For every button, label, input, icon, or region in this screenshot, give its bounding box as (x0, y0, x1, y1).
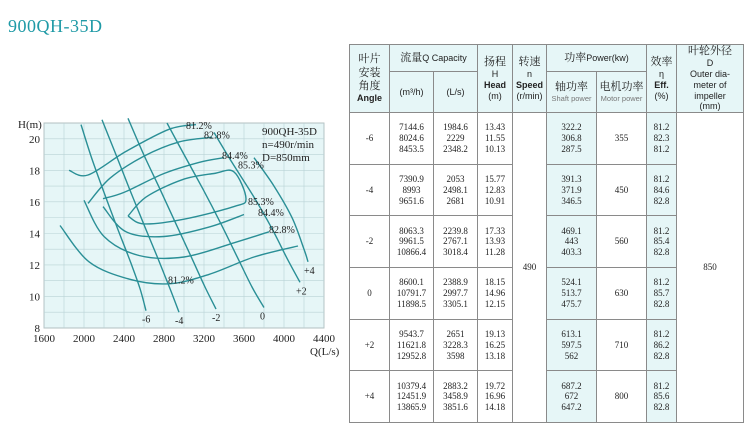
head-cell (478, 113, 513, 165)
chart-info-box (262, 126, 317, 164)
angle-curve-label: +2 (296, 286, 307, 298)
cell-line: 11.28 (485, 247, 505, 258)
motor-power-cell (597, 164, 647, 216)
flow-m3h-cell (390, 319, 434, 371)
cell-line: 403.3 (561, 247, 582, 258)
cell-line: 3598 (446, 350, 465, 361)
angle-cell (350, 216, 390, 268)
x-tick-label: 4400 (313, 333, 335, 345)
head-cell (478, 216, 513, 268)
cell-text: 850 (703, 262, 717, 273)
table-row (350, 113, 744, 165)
angle-cell (350, 113, 390, 165)
cell-line: 85.7 (653, 288, 670, 299)
cell-line: 391.3 (561, 173, 582, 184)
cell-line: 16.25 (484, 339, 506, 350)
cell-line: 1984.6 (443, 122, 468, 133)
cell-line: 2388.9 (443, 277, 468, 288)
cell-line: 287.5 (561, 143, 582, 154)
cell-line: 13.93 (484, 236, 506, 247)
table-header-row-1 (350, 45, 744, 72)
cell-line: 81.2 (653, 122, 670, 133)
flow-ls-cell (434, 164, 478, 216)
y-tick-label: 16 (29, 196, 40, 209)
cell-line: 15.77 (484, 173, 506, 184)
cell-line: 8024.6 (399, 133, 424, 144)
cell-line: 469.1 (561, 225, 582, 236)
cell-line: 3851.6 (443, 402, 468, 413)
cell-line: 513.7 (561, 288, 582, 299)
efficiency-cell (647, 319, 677, 371)
cell-line: 81.2 (653, 225, 670, 236)
cell-line: 11621.8 (397, 339, 426, 350)
cell-line: 86.2 (653, 339, 670, 350)
cell-line: 8600.1 (399, 277, 424, 288)
cell-line: 8453.5 (399, 143, 424, 154)
shaft-power-cell (547, 268, 597, 320)
shaft-power-cell (547, 113, 597, 165)
performance-table (349, 44, 744, 423)
shaft-power-cell (547, 216, 597, 268)
cell-line: 2997.7 (443, 288, 468, 299)
cell-text: +2 (364, 339, 375, 350)
cell-line: 8993 (402, 184, 421, 195)
efficiency-cell (647, 113, 677, 165)
performance-chart (0, 108, 345, 364)
motor-power-cell (597, 216, 647, 268)
cell-line: 9543.7 (399, 328, 424, 339)
x-tick-label: 2800 (153, 333, 175, 345)
cell-line: 19.72 (484, 380, 506, 391)
cell-text: 630 (614, 288, 629, 299)
cell-line: 2229 (446, 133, 465, 144)
head-cell (478, 164, 513, 216)
chart-info-line-2: n=490r/min (262, 139, 315, 151)
x-tick-label: 1600 (33, 333, 55, 345)
cell-line: 9961.5 (399, 236, 424, 247)
flow-ls-cell (434, 319, 478, 371)
cell-line: 10866.4 (396, 247, 427, 258)
header-diameter: 叶轮外径 D Outer dia- meter of impeller (mm) (677, 45, 744, 113)
cell-line: 81.2 (653, 277, 670, 288)
flow-m3h-cell (390, 371, 434, 423)
cell-line: 82.8 (653, 195, 670, 206)
motor-power-cell (597, 371, 647, 423)
cell-line: 12451.9 (396, 391, 427, 402)
y-tick-label: 12 (29, 259, 40, 272)
cell-line: 3305.1 (443, 298, 468, 309)
speed-cell (513, 113, 547, 423)
efficiency-label: 84.4% (258, 207, 284, 219)
shaft-power-cell (547, 319, 597, 371)
header-flow-ls: (L/s) (434, 72, 478, 113)
efficiency-cell (647, 216, 677, 268)
flow-ls-cell (434, 268, 478, 320)
cell-line: 14.96 (484, 288, 506, 299)
efficiency-cell (647, 371, 677, 423)
y-tick-label: 20 (29, 133, 40, 146)
cell-line: 85.6 (653, 391, 670, 402)
cell-line: 11.55 (485, 133, 505, 144)
head-cell (478, 268, 513, 320)
cell-text: 450 (614, 184, 629, 195)
angle-curve-label: -4 (175, 316, 184, 328)
cell-line: 8063.3 (399, 225, 424, 236)
angle-cell (350, 268, 390, 320)
motor-power-cell (597, 268, 647, 320)
cell-line: 2239.8 (443, 225, 468, 236)
cell-line: 12952.8 (396, 350, 427, 361)
y-tick-label: 10 (29, 291, 40, 304)
efficiency-label: 81.2% (186, 121, 212, 133)
cell-line: 82.8 (653, 402, 670, 413)
angle-cell (350, 371, 390, 423)
head-cell (478, 371, 513, 423)
cell-line: 2348.2 (443, 143, 468, 154)
angle-cell (350, 164, 390, 216)
cell-line: 306.8 (561, 133, 582, 144)
header-flow: 流量Q Capacity (390, 45, 478, 72)
cell-line: 13.43 (484, 122, 506, 133)
chart-info-line-3: D=850mm (262, 152, 310, 164)
angle-cell (350, 319, 390, 371)
cell-line: 322.2 (561, 122, 582, 133)
cell-line: 2767.1 (443, 236, 468, 247)
efficiency-label: 82.8% (269, 225, 295, 237)
cell-line: 10.91 (484, 195, 506, 206)
x-tick-label: 2000 (73, 333, 95, 345)
shaft-power-cell (547, 164, 597, 216)
cell-line: 3018.4 (443, 247, 468, 258)
flow-m3h-cell (390, 113, 434, 165)
cell-line: 18.15 (484, 277, 506, 288)
cell-line: 2053 (446, 173, 465, 184)
cell-line: 475.7 (561, 298, 582, 309)
header-power: 功率Power(kw) (547, 45, 647, 72)
cell-line: 7144.6 (399, 122, 424, 133)
cell-line: 687.2 (561, 380, 582, 391)
cell-line: 13865.9 (396, 402, 427, 413)
cell-text: +4 (364, 391, 375, 402)
shaft-power-cell (547, 371, 597, 423)
y-tick-label: 14 (29, 228, 40, 241)
cell-line: 346.5 (561, 195, 582, 206)
efficiency-label: 82.8% (204, 130, 230, 142)
cell-line: 2651 (446, 328, 465, 339)
x-tick-label: 2400 (113, 333, 135, 345)
cell-line: 12.83 (484, 184, 506, 195)
efficiency-label: 85.3% (248, 196, 274, 208)
cell-line: 10791.7 (396, 288, 427, 299)
cell-line: 597.5 (561, 339, 582, 350)
cell-line: 371.9 (561, 184, 582, 195)
cell-text: 0 (367, 288, 372, 299)
cell-line: 9651.6 (399, 195, 424, 206)
x-tick-label: 4000 (273, 333, 295, 345)
cell-line: 13.18 (484, 350, 506, 361)
cell-text: 710 (614, 339, 629, 350)
efficiency-label: 85.3% (238, 160, 264, 172)
x-tick-label: 3600 (233, 333, 255, 345)
head-cell (478, 319, 513, 371)
cell-line: 7390.9 (399, 173, 424, 184)
cell-line: 81.2 (653, 380, 670, 391)
header-motor-power: 电机功率 Motor power (597, 72, 647, 113)
efficiency-label: 81.2% (168, 275, 194, 287)
motor-power-cell (597, 113, 647, 165)
cell-text: 490 (522, 262, 537, 273)
cell-line: 647.2 (561, 402, 582, 413)
flow-m3h-cell (390, 216, 434, 268)
cell-line: 84.6 (653, 184, 670, 195)
flow-m3h-cell (390, 164, 434, 216)
cell-text: -2 (365, 236, 374, 247)
header-flow-m3h: (m³/h) (390, 72, 434, 113)
x-axis-label: Q(L/s) (310, 346, 340, 358)
efficiency-label: 84.4% (222, 151, 248, 163)
header-efficiency: 效率 η Eff. (%) (647, 45, 677, 113)
cell-text: 800 (614, 391, 629, 402)
cell-line: 12.15 (484, 298, 506, 309)
cell-line: 16.96 (484, 391, 506, 402)
cell-line: 672 (564, 391, 579, 402)
cell-line: 82.8 (653, 298, 670, 309)
x-tick-label: 3200 (193, 333, 215, 345)
cell-line: 10379.4 (396, 380, 427, 391)
y-axis-label: H(m) (18, 119, 42, 131)
efficiency-cell (647, 268, 677, 320)
cell-text: -6 (365, 133, 374, 144)
y-tick-label: 18 (29, 165, 40, 178)
cell-line: 3458.9 (443, 391, 468, 402)
flow-ls-cell (434, 113, 478, 165)
angle-curve-label: -2 (212, 313, 221, 325)
flow-ls-cell (434, 371, 478, 423)
cell-line: 3228.3 (443, 339, 468, 350)
cell-text: 560 (614, 236, 629, 247)
angle-curve-label: +4 (304, 265, 315, 277)
cell-line: 10.13 (484, 143, 506, 154)
cell-line: 613.1 (561, 328, 582, 339)
page-title: 900QH-35D (8, 16, 103, 36)
cell-line: 82.8 (653, 350, 670, 361)
cell-line: 2681 (446, 195, 465, 206)
chart-info-line-1: 900QH-35D (262, 126, 317, 138)
cell-line: 14.18 (484, 402, 506, 413)
header-shaft-power: 轴功率 Shaft power (547, 72, 597, 113)
angle-curve-label: 0 (260, 311, 265, 323)
cell-line: 85.4 (653, 236, 670, 247)
cell-line: 82.3 (653, 133, 670, 144)
cell-line: 17.33 (484, 225, 506, 236)
cell-line: 81.2 (653, 143, 670, 154)
header-speed: 转速 n Speed (r/min) (513, 45, 547, 113)
cell-line: 443 (564, 236, 579, 247)
cell-line: 81.2 (653, 328, 670, 339)
angle-curve-label: -6 (142, 314, 151, 326)
header-head: 扬程 H Head (m) (478, 45, 513, 113)
cell-line: 81.2 (653, 173, 670, 184)
cell-line: 562 (564, 350, 579, 361)
cell-line: 2498.1 (443, 184, 468, 195)
cell-line: 19.13 (484, 328, 506, 339)
cell-line: 524.1 (561, 277, 582, 288)
flow-ls-cell (434, 216, 478, 268)
header-angle: 叶片 安装 角度 Angle (350, 45, 390, 113)
diameter-cell (677, 113, 744, 423)
cell-line: 2883.2 (443, 380, 468, 391)
y-tick-label: 8 (34, 323, 40, 335)
flow-m3h-cell (390, 268, 434, 320)
cell-line: 11898.5 (397, 298, 426, 309)
efficiency-cell (647, 164, 677, 216)
cell-line: 82.8 (653, 247, 670, 258)
cell-text: 355 (614, 133, 629, 144)
motor-power-cell (597, 319, 647, 371)
cell-text: -4 (365, 184, 374, 195)
